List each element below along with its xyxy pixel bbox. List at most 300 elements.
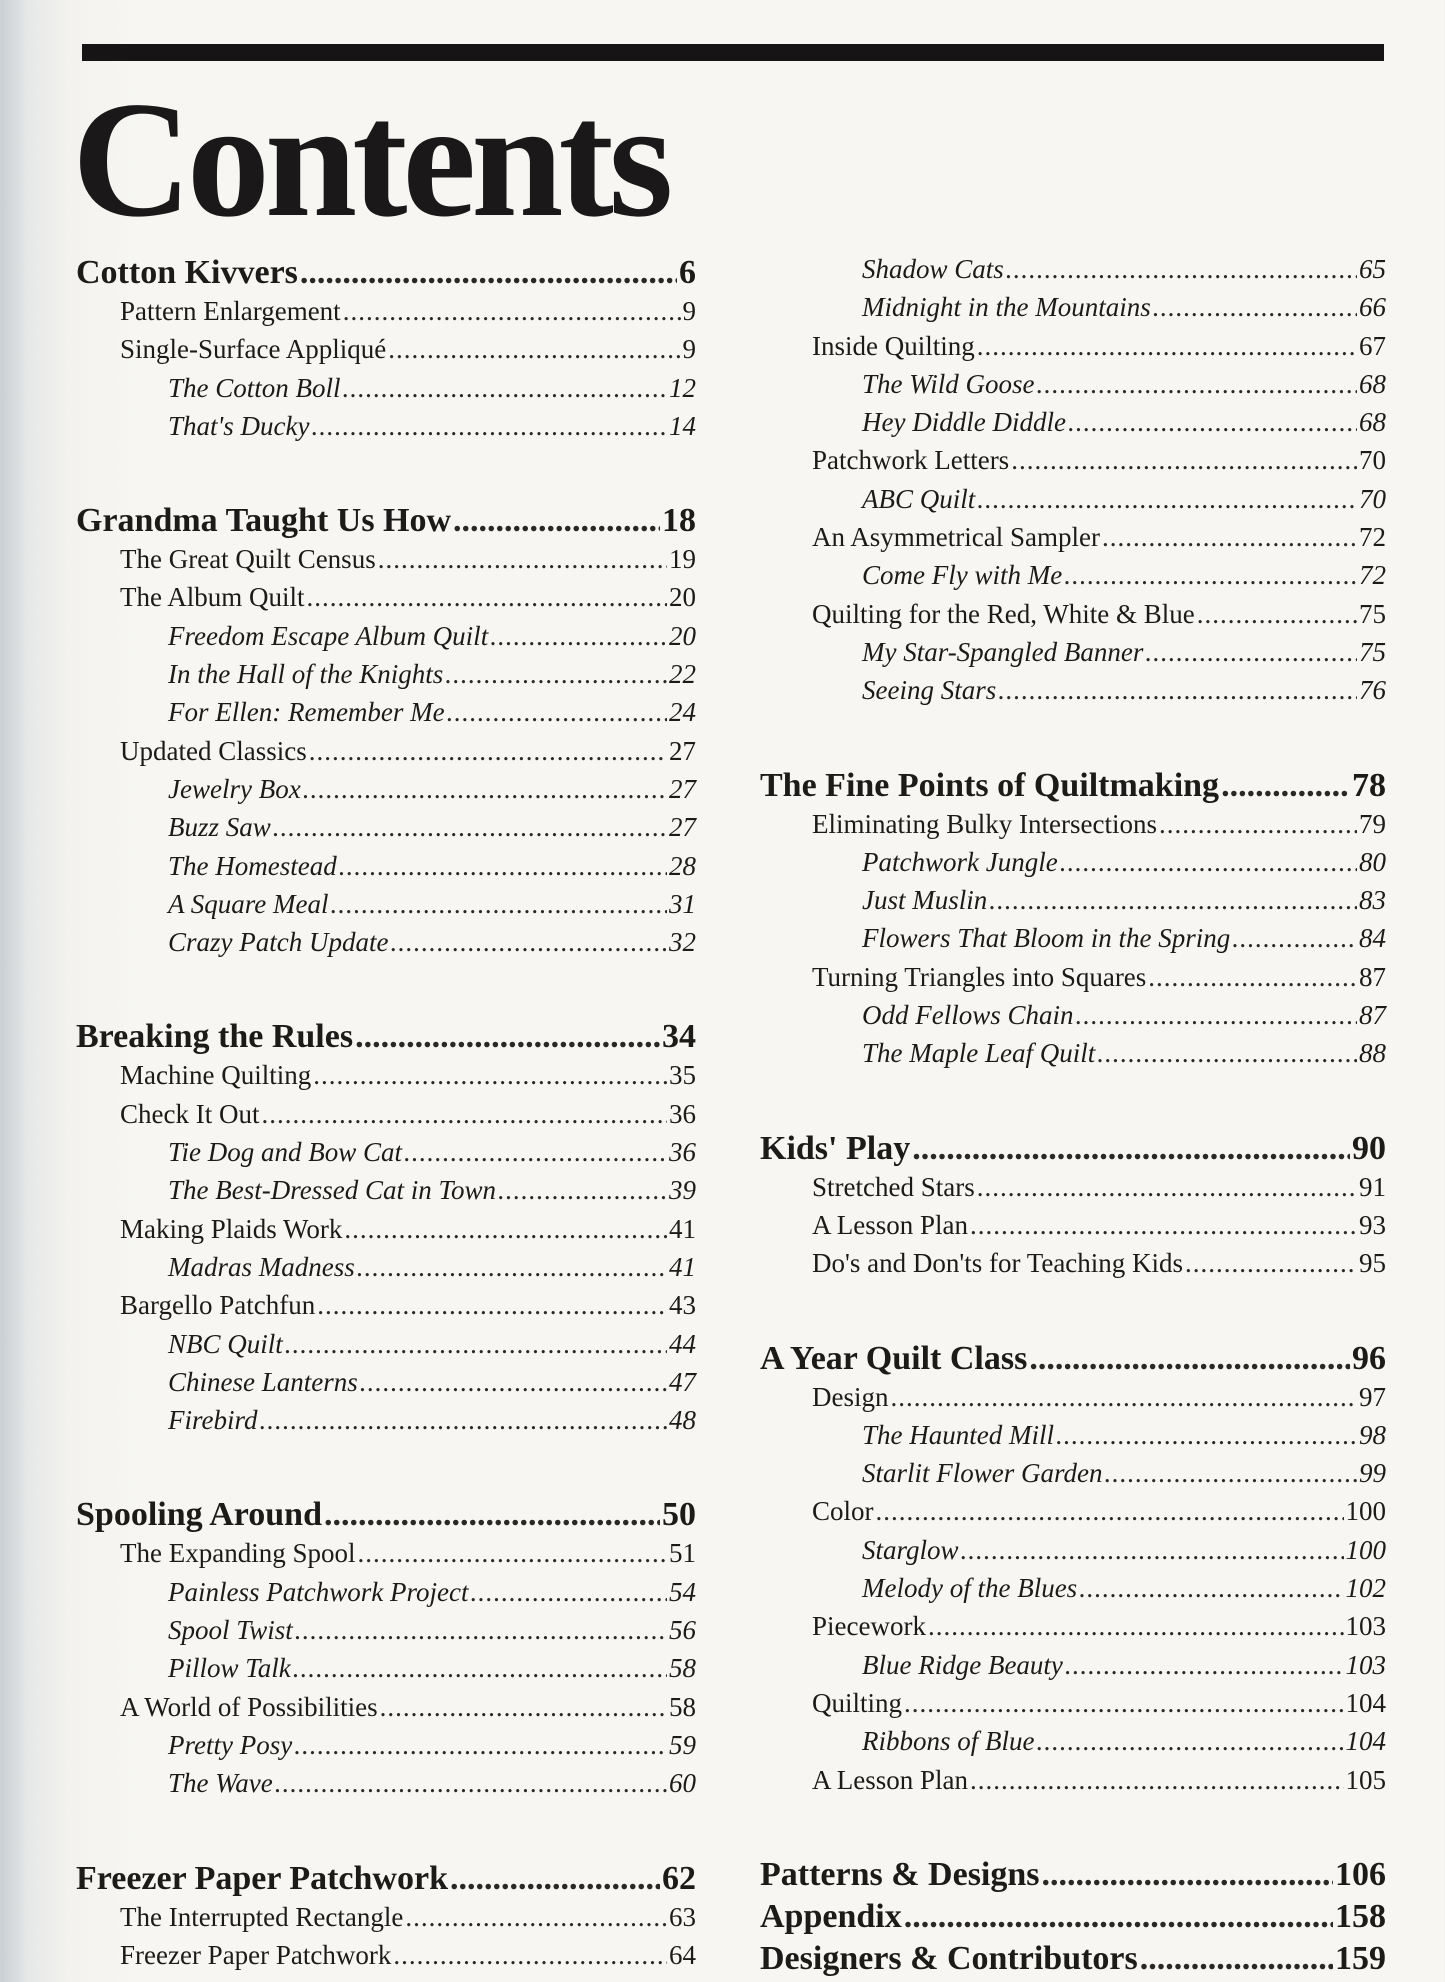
entry-page-number: 102 — [1345, 1573, 1386, 1604]
toc-subentry[interactable] — [760, 1000, 1386, 1038]
dot-leader — [1153, 292, 1357, 323]
dot-leader — [360, 1367, 667, 1398]
toc-back-matter-entry[interactable] — [760, 1856, 1386, 1898]
entry-title: The Interrupted Rectangle — [120, 1901, 404, 1932]
entry-page-number: 79 — [1359, 808, 1386, 839]
toc-entry[interactable] — [76, 1538, 696, 1576]
entry-title: Jewelry Box — [168, 773, 301, 804]
toc-entry[interactable] — [760, 1611, 1386, 1649]
entry-page-number: 18 — [662, 502, 696, 540]
toc-subentry[interactable] — [76, 1367, 696, 1405]
entry-title: The Cotton Boll — [168, 372, 341, 403]
entry-title: Quilting — [812, 1687, 903, 1718]
entry-title: Freezer Paper Patchwork — [76, 1859, 448, 1897]
toc-subentry[interactable] — [76, 1405, 696, 1443]
entry-title: My Star-Spangled Banner — [862, 636, 1144, 667]
dot-leader — [1105, 1458, 1358, 1489]
entry-page-number: 68 — [1359, 407, 1386, 438]
toc-subentry[interactable] — [76, 851, 696, 889]
dot-leader — [498, 1175, 667, 1206]
entry-page-number: 104 — [1345, 1726, 1386, 1757]
toc-section-continued — [760, 254, 1386, 714]
dot-leader — [1185, 1248, 1357, 1279]
dot-leader — [357, 1252, 667, 1283]
entry-title: Piecework — [812, 1611, 926, 1642]
toc-entry[interactable] — [76, 544, 696, 582]
entry-title: ABC Quilt — [862, 483, 976, 514]
toc-subentry[interactable] — [760, 1038, 1386, 1076]
dot-leader — [344, 1214, 667, 1245]
toc-entry[interactable] — [760, 1248, 1386, 1286]
toc-entry[interactable] — [76, 1940, 696, 1978]
entry-title: Inside Quilting — [812, 330, 975, 361]
entry-page-number: 39 — [669, 1175, 696, 1206]
toc-subentry[interactable] — [760, 1650, 1386, 1688]
entry-page-number: 34 — [662, 1018, 696, 1056]
toc-entry[interactable] — [760, 445, 1386, 483]
toc-subentry[interactable] — [76, 889, 696, 927]
dot-leader — [307, 582, 668, 613]
toc-subentry[interactable] — [760, 1726, 1386, 1764]
dot-leader — [928, 1611, 1344, 1642]
toc-section — [76, 1018, 696, 1443]
entry-page-number: 32 — [669, 927, 696, 958]
dot-leader — [1145, 637, 1357, 668]
entry-title: Patterns & Designs — [760, 1855, 1040, 1893]
dot-leader — [275, 1768, 667, 1799]
entry-title: Patchwork Jungle — [862, 846, 1058, 877]
entry-title: The Haunted Mill — [862, 1419, 1054, 1450]
entry-title: The Expanding Spool — [120, 1538, 356, 1569]
dot-leader — [1068, 407, 1357, 438]
entry-title: NBC Quilt — [168, 1328, 283, 1359]
entry-title: Seeing Stars — [862, 675, 997, 706]
entry-page-number: 104 — [1345, 1687, 1386, 1718]
toc-subentry[interactable] — [76, 1252, 696, 1290]
entry-title: Check It Out — [120, 1098, 260, 1129]
entry-page-number: 58 — [669, 1653, 696, 1684]
dot-leader — [1140, 1940, 1333, 1978]
entry-page-number: 70 — [1359, 445, 1386, 476]
toc-section — [76, 502, 696, 965]
dot-leader — [357, 1538, 667, 1569]
entry-page-number: 22 — [669, 659, 696, 690]
entry-title: A Square Meal — [168, 888, 329, 919]
entry-page-number: 158 — [1335, 1897, 1386, 1935]
entry-title: Color — [812, 1496, 874, 1527]
entry-page-number: 63 — [669, 1901, 696, 1932]
dot-leader — [309, 736, 667, 767]
entry-page-number: 6 — [679, 254, 696, 291]
dot-leader — [876, 1496, 1344, 1527]
entry-title: Patchwork Letters — [812, 445, 1010, 476]
entry-page-number: 75 — [1359, 598, 1386, 629]
entry-page-number: 91 — [1359, 1171, 1386, 1202]
toc-entry[interactable] — [76, 1692, 696, 1730]
dot-leader — [300, 254, 677, 292]
toc-section-heading[interactable] — [76, 502, 696, 544]
toc-subentry[interactable] — [76, 373, 696, 411]
dot-leader — [1037, 369, 1358, 400]
dot-leader — [1076, 1000, 1357, 1031]
dot-leader — [490, 621, 667, 652]
dot-leader — [1102, 522, 1357, 553]
dot-leader — [453, 502, 660, 540]
toc-entry[interactable] — [76, 334, 696, 372]
entry-page-number: 64 — [669, 1939, 696, 1970]
toc-entry[interactable] — [76, 1060, 696, 1098]
entry-title: Flowers That Bloom in the Spring — [862, 923, 1231, 954]
toc-subentry[interactable] — [76, 411, 696, 449]
entry-title: The Homestead — [168, 850, 337, 881]
entry-page-number: 66 — [1359, 292, 1386, 323]
entry-page-number: 95 — [1359, 1248, 1386, 1279]
entry-page-number: 72 — [1359, 560, 1386, 591]
toc-subentry[interactable] — [76, 1175, 696, 1213]
dot-leader — [1060, 847, 1357, 878]
entry-page-number: 60 — [669, 1768, 696, 1799]
toc-entry[interactable] — [76, 296, 696, 334]
entry-title: The Album Quilt — [120, 582, 305, 613]
toc-entry[interactable] — [760, 1210, 1386, 1248]
entry-page-number: 88 — [1359, 1038, 1386, 1069]
entry-page-number: 103 — [1345, 1611, 1386, 1642]
dot-leader — [339, 851, 667, 882]
page-title: Contents — [72, 67, 669, 251]
dot-leader — [989, 885, 1357, 916]
dot-leader — [388, 334, 680, 365]
entry-page-number: 75 — [1359, 636, 1386, 667]
toc-entry[interactable] — [76, 1902, 696, 1940]
entry-title: Chinese Lanterns — [168, 1366, 358, 1397]
entry-page-number: 19 — [669, 544, 696, 575]
toc-subentry[interactable] — [76, 1768, 696, 1806]
dot-leader — [313, 1060, 667, 1091]
entry-title: Starglow — [862, 1534, 959, 1565]
entry-title: A Lesson Plan — [812, 1764, 969, 1795]
entry-title: Come Fly with Me — [862, 560, 1063, 591]
entry-title: Cotton Kivvers — [76, 254, 298, 291]
entry-title: Shadow Cats — [862, 254, 1004, 284]
dot-leader — [447, 697, 667, 728]
entry-title: Freedom Escape Album Quilt — [168, 620, 489, 651]
dot-leader — [891, 1382, 1358, 1413]
toc-section — [76, 1496, 696, 1806]
dot-leader — [470, 1577, 667, 1608]
toc-subentry[interactable] — [760, 1420, 1386, 1458]
dot-leader — [343, 296, 681, 327]
dot-leader — [998, 675, 1357, 706]
entry-title: Appendix — [760, 1897, 902, 1935]
toc-section-heading[interactable] — [76, 1018, 696, 1060]
entry-page-number: 67 — [1359, 330, 1386, 361]
entry-page-number: 96 — [1352, 1339, 1386, 1377]
toc-back-matter-entry[interactable] — [760, 1940, 1386, 1982]
entry-title: An Asymmetrical Sampler — [812, 522, 1100, 553]
toc-subentry[interactable] — [760, 637, 1386, 675]
dot-leader — [1064, 560, 1357, 591]
entry-title: Blue Ridge Beauty — [862, 1649, 1063, 1680]
entry-page-number: 9 — [682, 334, 696, 365]
toc-subentry[interactable] — [76, 1577, 696, 1615]
entry-page-number: 87 — [1359, 1000, 1386, 1031]
dot-leader — [260, 1405, 668, 1436]
dot-leader — [378, 544, 667, 575]
entry-page-number: 14 — [669, 410, 696, 441]
entry-page-number: 93 — [1359, 1209, 1386, 1240]
toc-entry[interactable] — [760, 1172, 1386, 1210]
dot-leader — [1232, 923, 1357, 954]
dot-leader — [317, 1290, 667, 1321]
dot-leader — [1221, 767, 1350, 805]
toc-subentry[interactable] — [760, 1535, 1386, 1573]
entry-page-number: 43 — [669, 1290, 696, 1321]
entry-title: Madras Madness — [168, 1251, 355, 1282]
entry-title: Updated Classics — [120, 735, 307, 766]
entry-title: Spooling Around — [76, 1496, 323, 1534]
entry-page-number: 36 — [669, 1137, 696, 1168]
toc-section-heading[interactable] — [760, 1130, 1386, 1172]
entry-page-number: 98 — [1359, 1419, 1386, 1450]
toc-subentry[interactable] — [76, 1137, 696, 1175]
entry-title: Eliminating Bulky Intersections — [812, 808, 1157, 839]
entry-title: Crazy Patch Update — [168, 927, 389, 958]
entry-page-number: 27 — [669, 812, 696, 843]
toc-section-heading[interactable] — [76, 1496, 696, 1538]
toc-entry[interactable] — [760, 1765, 1386, 1803]
toc-subentry[interactable] — [76, 1329, 696, 1367]
entry-page-number: 56 — [669, 1615, 696, 1646]
toc-subentry[interactable] — [760, 1573, 1386, 1611]
toc-subentry[interactable] — [760, 369, 1386, 407]
entry-title: Buzz Saw — [168, 812, 271, 843]
dot-leader — [355, 1018, 660, 1056]
toc-subentry[interactable] — [76, 812, 696, 850]
toc-subentry[interactable] — [76, 774, 696, 812]
entry-title: Freezer Paper Patchwork — [120, 1939, 392, 1970]
dot-leader — [273, 812, 667, 843]
entry-title: Breaking the Rules — [76, 1018, 354, 1056]
toc-subentry[interactable] — [760, 923, 1386, 961]
toc-subentry[interactable] — [76, 927, 696, 965]
toc-subentry[interactable] — [76, 659, 696, 697]
toc-subentry[interactable] — [760, 847, 1386, 885]
dot-leader — [404, 1137, 667, 1168]
dot-leader — [1006, 254, 1357, 285]
dot-leader — [390, 927, 667, 958]
toc-section — [76, 254, 696, 449]
entry-page-number: 27 — [669, 735, 696, 766]
entry-page-number: 159 — [1335, 1939, 1386, 1977]
entry-title: Midnight in the Mountains — [862, 292, 1151, 323]
entry-page-number: 72 — [1359, 522, 1386, 553]
entry-title: Design — [812, 1381, 889, 1412]
entry-page-number: 87 — [1359, 961, 1386, 992]
dot-leader — [970, 1765, 1343, 1796]
toc-subentry[interactable] — [76, 621, 696, 659]
contents-column-right — [760, 254, 1386, 1982]
entry-title: Grandma Taught Us How — [76, 502, 452, 540]
entry-page-number: 78 — [1352, 766, 1386, 804]
entry-title: Melody of the Blues — [862, 1573, 1078, 1604]
entry-page-number: 24 — [669, 697, 696, 728]
dot-leader — [285, 1329, 667, 1360]
entry-page-number: 103 — [1345, 1649, 1386, 1680]
dot-leader — [977, 484, 1357, 515]
toc-subentry[interactable] — [760, 484, 1386, 522]
entry-title: Bargello Patchfun — [120, 1290, 316, 1321]
entry-title: The Maple Leaf Quilt — [862, 1038, 1096, 1069]
entry-title: Turning Triangles into Squares — [812, 961, 1147, 992]
dot-leader — [961, 1535, 1344, 1566]
entry-page-number: 27 — [669, 773, 696, 804]
toc-entry[interactable] — [760, 1496, 1386, 1534]
dot-leader — [970, 1210, 1357, 1241]
contents-column-left — [76, 254, 696, 1978]
entry-page-number: 35 — [669, 1060, 696, 1091]
toc-entry[interactable] — [760, 331, 1386, 369]
toc-entry[interactable] — [760, 1688, 1386, 1726]
toc-subentry[interactable] — [760, 675, 1386, 713]
entry-page-number: 50 — [662, 1496, 696, 1534]
toc-section-heading[interactable] — [760, 1340, 1386, 1382]
dot-leader — [1056, 1420, 1357, 1451]
toc-entry[interactable] — [760, 522, 1386, 560]
dot-leader — [1029, 1340, 1350, 1378]
entry-title: The Wild Goose — [862, 368, 1035, 399]
toc-subentry[interactable] — [76, 697, 696, 735]
dot-leader — [393, 1940, 667, 1971]
entry-title: The Wave — [168, 1768, 273, 1799]
dot-leader — [1079, 1573, 1343, 1604]
entry-page-number: 20 — [669, 582, 696, 613]
entry-page-number: 41 — [669, 1213, 696, 1244]
dot-leader — [1011, 445, 1357, 476]
dot-leader — [1042, 1856, 1333, 1894]
dot-leader — [1197, 599, 1357, 630]
entry-page-number: 20 — [669, 620, 696, 651]
entry-page-number: 83 — [1359, 885, 1386, 916]
dot-leader — [324, 1496, 660, 1534]
entry-page-number: 100 — [1345, 1496, 1386, 1527]
entry-page-number: 36 — [669, 1098, 696, 1129]
entry-title: The Best-Dressed Cat in Town — [168, 1175, 497, 1206]
entry-title: Machine Quilting — [120, 1060, 312, 1091]
dot-leader — [312, 411, 668, 442]
entry-page-number: 58 — [669, 1691, 696, 1722]
toc-entry[interactable] — [76, 736, 696, 774]
entry-title: Kids' Play — [760, 1129, 911, 1167]
dot-leader — [293, 1653, 667, 1684]
dot-leader — [445, 659, 667, 690]
entry-page-number: 97 — [1359, 1381, 1386, 1412]
dot-leader — [904, 1688, 1343, 1719]
entry-title: In the Hall of the Knights — [168, 659, 444, 690]
toc-section — [760, 767, 1386, 1077]
entry-title: That's Ducky — [168, 410, 310, 441]
toc-back-matter-entry[interactable] — [760, 1898, 1386, 1940]
dot-leader — [294, 1730, 667, 1761]
entry-title: Starlit Flower Garden — [862, 1458, 1103, 1489]
dot-leader — [977, 1172, 1357, 1203]
toc-subentry[interactable] — [76, 1615, 696, 1653]
dot-leader — [330, 889, 667, 920]
top-rule — [82, 44, 1384, 61]
dot-leader — [261, 1099, 667, 1130]
entry-title: Firebird — [168, 1405, 258, 1436]
entry-page-number: 62 — [662, 1859, 696, 1897]
toc-subentry[interactable] — [76, 1653, 696, 1691]
toc-back-matter — [760, 1856, 1386, 1982]
entry-title: A World of Possibilities — [120, 1691, 378, 1722]
dot-leader — [912, 1130, 1350, 1168]
dot-leader — [343, 373, 667, 404]
toc-entry[interactable] — [760, 962, 1386, 1000]
dot-leader — [405, 1902, 667, 1933]
toc-subentry[interactable] — [760, 254, 1386, 292]
toc-section — [760, 1340, 1386, 1803]
entry-title: The Fine Points of Quiltmaking — [760, 766, 1220, 804]
toc-entry[interactable] — [76, 582, 696, 620]
toc-section-heading[interactable] — [76, 1860, 696, 1902]
toc-subentry[interactable] — [760, 885, 1386, 923]
toc-section-heading[interactable] — [760, 767, 1386, 809]
toc-section — [76, 1860, 696, 1979]
entry-page-number: 59 — [669, 1729, 696, 1760]
entry-title: Pattern Enlargement — [120, 296, 341, 326]
entry-title: Making Plaids Work — [120, 1213, 343, 1244]
toc-section — [760, 1130, 1386, 1287]
entry-page-number: 51 — [669, 1538, 696, 1569]
entry-page-number: 80 — [1359, 846, 1386, 877]
toc-subentry[interactable] — [760, 560, 1386, 598]
dot-leader — [1159, 809, 1357, 840]
entry-page-number: 70 — [1359, 483, 1386, 514]
entry-page-number: 47 — [669, 1366, 696, 1397]
entry-title: Single-Surface Appliqué — [120, 334, 387, 365]
entry-page-number: 84 — [1359, 923, 1386, 954]
dot-leader — [1065, 1650, 1344, 1681]
toc-subentry[interactable] — [760, 1458, 1386, 1496]
toc-entry[interactable] — [76, 1290, 696, 1328]
entry-page-number: 76 — [1359, 675, 1386, 706]
entry-title: Quilting for the Red, White & Blue — [812, 598, 1195, 629]
toc-subentry[interactable] — [76, 1730, 696, 1768]
entry-title: Painless Patchwork Project — [168, 1576, 469, 1607]
entry-title: Designers & Contributors — [760, 1939, 1138, 1977]
entry-page-number: 12 — [669, 372, 696, 403]
toc-entry[interactable] — [76, 1099, 696, 1137]
entry-page-number: 106 — [1335, 1855, 1386, 1893]
toc-entry[interactable] — [760, 599, 1386, 637]
toc-entry[interactable] — [76, 1214, 696, 1252]
entry-page-number: 54 — [669, 1576, 696, 1607]
entry-title: Spool Twist — [168, 1615, 293, 1646]
entry-title: A Year Quilt Class — [760, 1339, 1028, 1377]
entry-page-number: 31 — [669, 888, 696, 919]
entry-title: Just Muslin — [862, 885, 988, 916]
toc-subentry[interactable] — [760, 292, 1386, 330]
entry-title: Odd Fellows Chain — [862, 1000, 1074, 1031]
toc-entry[interactable] — [760, 1382, 1386, 1420]
toc-subentry[interactable] — [760, 407, 1386, 445]
toc-section-heading[interactable] — [76, 254, 696, 296]
toc-entry[interactable] — [760, 809, 1386, 847]
entry-title: For Ellen: Remember Me — [168, 697, 445, 728]
dot-leader — [1036, 1726, 1343, 1757]
dot-leader — [295, 1615, 667, 1646]
dot-leader — [450, 1860, 660, 1898]
